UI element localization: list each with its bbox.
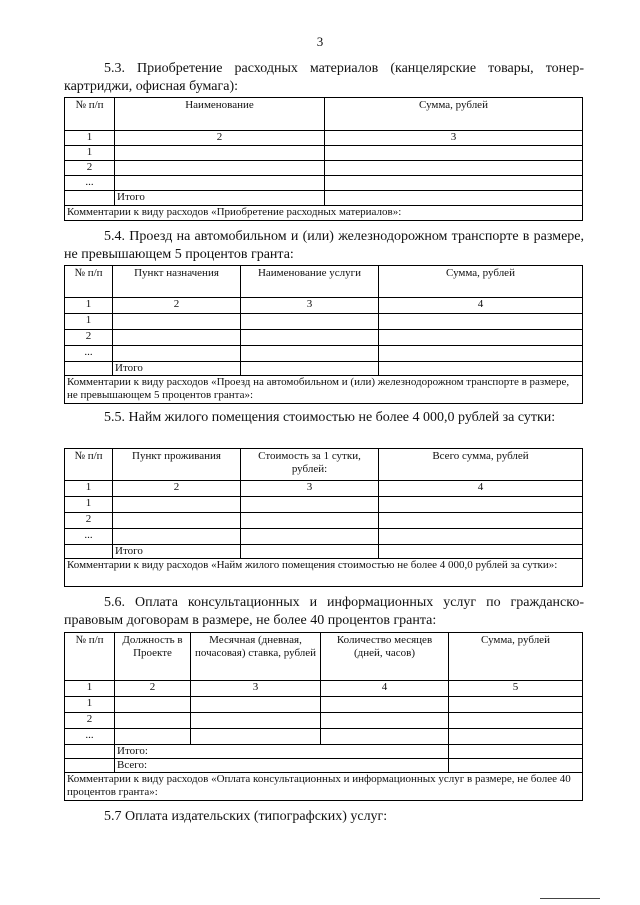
row-number: ... (65, 529, 113, 545)
header-cell: № п/п (65, 633, 115, 681)
column-number: 1 (65, 131, 115, 146)
row-number: ... (65, 729, 115, 745)
column-number: 3 (241, 481, 379, 497)
row-number: 2 (65, 713, 115, 729)
comment-cell: Комментарии к виду расходов «Приобретение расходных материалов»: (65, 206, 583, 221)
header-cell: № п/п (65, 98, 115, 131)
table-5-3 (64, 97, 583, 221)
header-cell: Количество месяцев (дней, часов) (321, 633, 449, 681)
column-number: 3 (191, 681, 321, 697)
column-number: 2 (115, 681, 191, 697)
table-row (65, 176, 583, 191)
grand-total-row (65, 759, 583, 773)
total-label: Итого (113, 362, 241, 376)
grand-total-label: Всего: (115, 759, 449, 773)
column-number: 4 (321, 681, 449, 697)
column-number: 2 (115, 131, 325, 146)
table-row (65, 346, 583, 362)
row-number: ... (65, 176, 115, 191)
header-cell: Сумма, рублей (449, 633, 583, 681)
comment-cell: Комментарии к виду расходов «Найм жилого помещения стоимостью не более 4 000,0 рублей за сутки»: (65, 559, 583, 587)
table-row (65, 729, 583, 745)
table-5-6 (64, 632, 583, 801)
total-row (65, 745, 583, 759)
row-number: 2 (65, 513, 113, 529)
row-number: 1 (65, 497, 113, 513)
table-row (65, 330, 583, 346)
table-row (65, 529, 583, 545)
header-cell: Должность в Проекте (115, 633, 191, 681)
header-cell: Пункт назначения (113, 266, 241, 298)
total-row (65, 191, 583, 206)
row-number: 2 (65, 161, 115, 176)
total-label: Итого (115, 191, 325, 206)
table-row (65, 697, 583, 713)
header-cell: Всего сумма, рублей (379, 449, 583, 481)
header-cell: № п/п (65, 449, 113, 481)
footer-rule (540, 898, 600, 899)
column-number: 4 (379, 481, 583, 497)
column-number: 1 (65, 298, 113, 314)
header-cell: № п/п (65, 266, 113, 298)
comment-cell: Комментарии к виду расходов «Проезд на автомобильном и (или) железнодорожном транспорте в размере, не превышающем 5 процентов гранта»: (65, 376, 583, 404)
section-5-7-heading: 5.7 Оплата издательских (типографских) услуг: (104, 809, 388, 824)
row-number: 1 (65, 697, 115, 713)
row-number: 1 (65, 314, 113, 330)
comment-cell: Комментарии к виду расходов «Оплата консультационных и информационных услуг в размере, не более 40 процентов гранта»: (65, 773, 583, 801)
table-row (65, 497, 583, 513)
header-cell: Сумма, рублей (379, 266, 583, 298)
column-number: 1 (65, 681, 115, 697)
total-row (65, 362, 583, 376)
header-cell: Пункт проживания (113, 449, 241, 481)
header-cell: Сумма, рублей (325, 98, 583, 131)
table-5-5 (64, 448, 583, 587)
table-row (65, 314, 583, 330)
total-row (65, 545, 583, 559)
column-number: 3 (325, 131, 583, 146)
row-number: 1 (65, 146, 115, 161)
section-5-6-heading: 5.6. Оплата консультационных и информационных услуг по гражданско-правовым договорам в размере, не более 40 процентов гранта: (64, 595, 584, 628)
column-number: 1 (65, 481, 113, 497)
column-number: 3 (241, 298, 379, 314)
row-number: ... (65, 346, 113, 362)
column-number: 4 (379, 298, 583, 314)
total-label: Итого: (115, 745, 449, 759)
table-row (65, 513, 583, 529)
section-5-4-heading: 5.4. Проезд на автомобильном и (или) железнодорожном транспорте в размере, не превышающем 5 процентов гранта: (64, 229, 584, 262)
section-5-5-heading: 5.5. Найм жилого помещения стоимостью не более 4 000,0 рублей за сутки: (104, 410, 556, 425)
total-label: Итого (113, 545, 241, 559)
header-cell: Стоимость за 1 сутки, рублей: (241, 449, 379, 481)
section-5-3-heading: 5.3. Приобретение расходных материалов (канцелярские товары, тонер-картриджи, офисная бумага): (64, 61, 584, 94)
column-number: 5 (449, 681, 583, 697)
table-5-4 (64, 265, 583, 404)
header-cell: Месячная (дневная, почасовая) ставка, рублей (191, 633, 321, 681)
table-row (65, 161, 583, 176)
header-cell: Наименование услуги (241, 266, 379, 298)
header-cell: Наименование (115, 98, 325, 131)
table-row (65, 146, 583, 161)
column-number: 2 (113, 298, 241, 314)
table-row (65, 713, 583, 729)
column-number: 2 (113, 481, 241, 497)
row-number: 2 (65, 330, 113, 346)
page-number: 3 (316, 34, 324, 49)
